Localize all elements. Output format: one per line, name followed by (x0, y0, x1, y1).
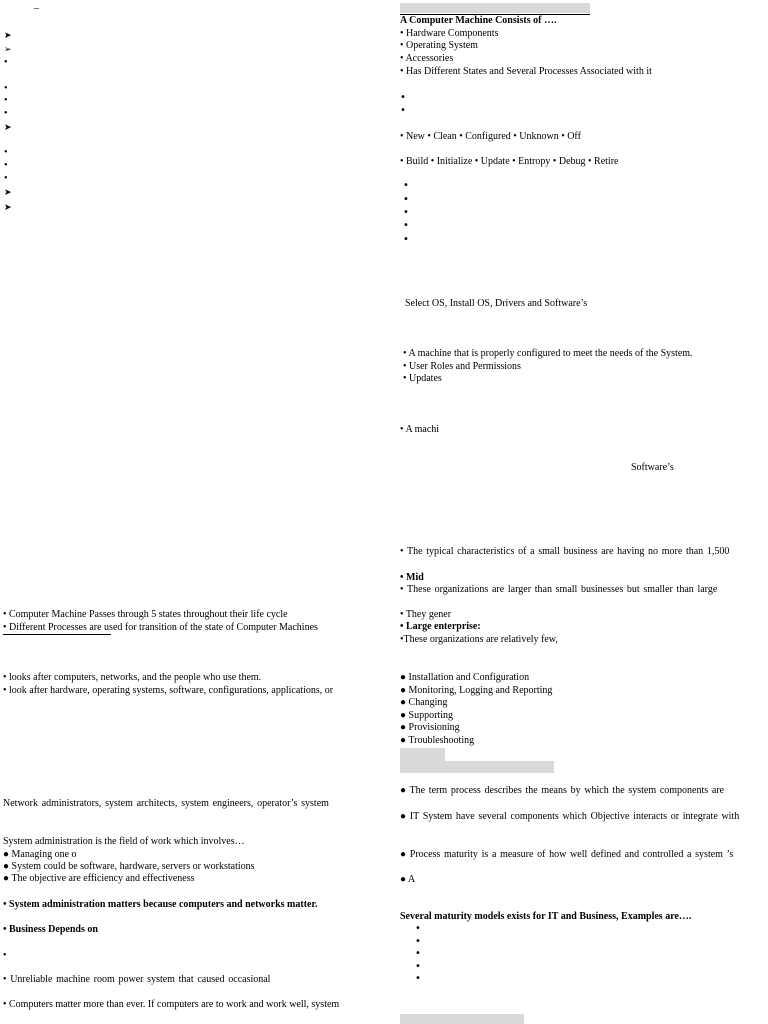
bullet-marker: • (415, 961, 421, 972)
term-process-line: ● The term process describes the means by which the system components are (400, 785, 725, 796)
lifecycle-point: • Computer Machine Passes through 5 states throughout their life cycle (3, 609, 288, 620)
large-label: • Large enterprise: (400, 621, 481, 632)
bullet-marker: • (4, 83, 8, 94)
they-gener-line: • They gener (400, 609, 452, 620)
bullet-marker: • (4, 160, 8, 171)
looks-after-point: • looks after computers, networks, and the people who use them. (3, 672, 262, 683)
activity-item: ● Monitoring, Logging and Reporting (400, 685, 553, 696)
bullet-marker: • (415, 948, 421, 959)
unreliable-line: • Unreliable machine room power system that caused occasional (3, 974, 271, 985)
activity-item: ● Provisioning (400, 722, 460, 733)
large-text: •These organizations are relatively few, (400, 634, 558, 645)
configured-item: • User Roles and Permissions (403, 361, 521, 372)
title-placeholder-bar (400, 3, 590, 13)
sysadmin-point: ● System could be software, hardware, servers or workstations (3, 861, 255, 872)
it-system-line: ● IT System have several components which Objective interacts or integrate with (400, 811, 740, 822)
computers-matter-line: • Computers matter more than ever. If computers are to work and work well, system (3, 999, 340, 1010)
sysadmin-point: ● The objective are efficiency and effectiveness (3, 873, 195, 884)
bullet-marker: • (400, 92, 406, 103)
mid-text: • These organizations are larger than small businesses but smaller than large (400, 584, 718, 595)
bullet-marker: • (4, 108, 8, 119)
placeholder-bar (400, 748, 445, 761)
sysadmin-point: ● Managing one o (3, 849, 77, 860)
arrow-bullet-icon: ➢ (4, 45, 12, 55)
configured-item: • Updates (403, 373, 442, 384)
consists-item: • Hardware Components (400, 28, 499, 39)
a-machi-line: • A machi (400, 424, 440, 435)
bullet-marker: • (4, 173, 8, 184)
small-business-line: • The typical characteristics of a small business are having no more than 1,500 (400, 546, 730, 557)
bullet-marker: • (4, 147, 8, 158)
divider (3, 634, 111, 635)
activity-item: ● Troubleshooting (400, 735, 475, 746)
top-dash: – (34, 3, 39, 14)
bullet-marker: • (415, 973, 421, 984)
mid-label: • Mid (400, 572, 424, 583)
maturity-line: ● Process maturity is a measure of how well defined and controlled a system ’s (400, 849, 734, 860)
activity-item: ● Supporting (400, 710, 453, 721)
softwares-label: Software’s (631, 462, 674, 473)
a-bullet-line: ● A (400, 874, 416, 885)
bullet-marker: • (4, 95, 8, 106)
consists-item: • Accessories (400, 53, 454, 64)
bullet-marker: • (403, 234, 409, 245)
models-heading: Several maturity models exists for IT and Business, Examples are…. (400, 911, 692, 922)
activity-item: ● Installation and Configuration (400, 672, 530, 683)
placeholder-bar (400, 761, 554, 773)
processes-line: • Build • Initialize • Update • Entropy • Debug • Retire (400, 156, 619, 167)
consists-item: • Has Different States and Several Processes Associated with it (400, 66, 652, 77)
section-heading: A Computer Machine Consists of …. (400, 15, 557, 26)
bullet-marker: • (4, 57, 8, 68)
arrow-bullet-icon: ➤ (4, 203, 12, 213)
bullet-marker: • (403, 220, 409, 231)
bullet-marker: • (400, 105, 406, 116)
bullet-marker: • (415, 923, 421, 934)
select-os-line: Select OS, Install OS, Drivers and Software’s (405, 298, 588, 309)
bullet-marker: • (403, 194, 409, 205)
bullet-marker: • (403, 207, 409, 218)
placeholder-bar (400, 1014, 524, 1024)
bullet-marker: • (415, 936, 421, 947)
states-line: • New • Clean • Configured • Unknown • Off (400, 131, 581, 142)
sysadmin-intro: System administration is the field of work which involves… (3, 836, 245, 847)
roles-line: Network administrators, system architects, system engineers, operator’s system (3, 798, 329, 809)
bullet-marker: • (403, 180, 409, 191)
business-line: • Business Depends on (3, 924, 98, 935)
lifecycle-point: • Different Processes are used for transition of the state of Computer Machines (3, 622, 318, 633)
arrow-bullet-icon: ➤ (4, 188, 12, 198)
looks-after-point: • look after hardware, operating systems, software, configurations, applications, or (3, 685, 334, 696)
arrow-bullet-icon: ➤ (4, 123, 12, 133)
bullet-marker: • (3, 950, 7, 961)
matters-line: • System administration matters because computers and networks matter. (3, 899, 318, 910)
activity-item: ● Changing (400, 697, 448, 708)
configured-item: • A machine that is properly configured to meet the needs of the System. (403, 348, 693, 359)
consists-item: • Operating System (400, 40, 478, 51)
arrow-bullet-icon: ➤ (4, 31, 12, 41)
